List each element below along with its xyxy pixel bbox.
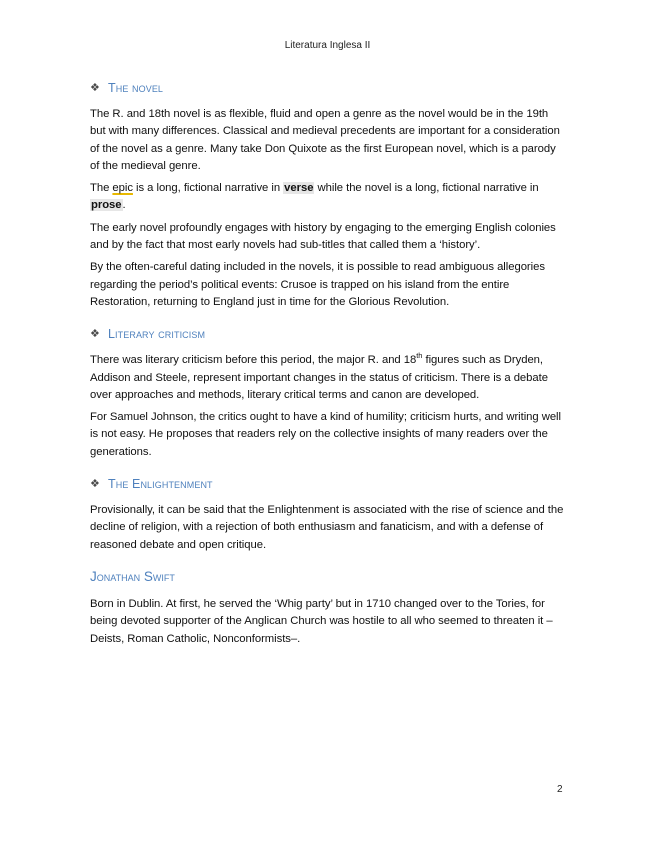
diamond-bullet-icon: ❖ <box>90 328 100 341</box>
paragraph: Provisionally, it can be said that the Enlightenment is associated with the rise of science and the decline of religion, with a rejection of both enthusiasm and fanaticism, and with a defense of reasoned debate and open critique. <box>90 504 564 551</box>
paragraph-epic-definition: The epic is a long, fictional narrative in verse while the novel is a long, fictional narrative in prose. <box>90 182 539 212</box>
paragraph: Born in Dublin. At first, he served the ‘Whig party’ but in 1710 changed over to the Tories, for being devoted supporter of the Anglican Church was hostile to all who seemed to threaten it –Deists, Roman Catholic, Nonconformists–. <box>90 597 553 645</box>
prose-term: prose <box>91 199 122 212</box>
section-heading-literary-criticism <box>90 325 564 342</box>
page-number: 2 <box>557 784 563 795</box>
paragraph: By the often-careful dating included in the novels, it is possible to read ambiguous allegories regarding the period’s political events: Crusoe is trapped on his island from the entire Restoration, returning to England just in time for the Glorious Revolution. <box>90 261 545 308</box>
paragraph: The early novel profoundly engages with history by engaging to the emerging English colonies and by the fact that most early novels had sub-titles that called them a ‘history’. <box>90 221 556 252</box>
section-heading-enlightenment <box>90 475 564 492</box>
paragraph: The R. and 18th novel is as flexible, fluid and open a genre as the novel would be in the 19th but with many differences. Classical and medieval precedents are important for a consideration of the novel as a genre. Many take Don Quixote as the first European novel, which is a parody of the medieval genre. <box>90 108 560 172</box>
section-title: The Enlightenment <box>108 476 213 491</box>
document-body <box>90 79 564 653</box>
page-header: Literatura Inglesa II <box>284 40 371 51</box>
epic-term: epic <box>112 182 133 195</box>
heading-jonathan-swift: Jonathan Swift <box>90 568 175 584</box>
paragraph: There was literary criticism before this period, the major R. and 18th figures such as Dryden, Addison and Steele, represent important changes in the status of criticism. There is a debate over approaches and methods, literary critical terms and canon are developed. <box>90 351 548 401</box>
diamond-bullet-icon: ❖ <box>90 478 100 491</box>
section-title: The novel <box>108 80 164 95</box>
diamond-bullet-icon: ❖ <box>90 82 100 94</box>
section-heading-the-novel <box>90 79 564 96</box>
paragraph: For Samuel Johnson, the critics ought to have a kind of humility; criticism hurts, and writing well is not easy. He proposes that readers rely on the collective insights of many readers over the generations. <box>90 411 561 458</box>
superscript: th <box>416 351 423 361</box>
section-title: Literary criticism <box>108 326 206 341</box>
verse-term: verse <box>284 182 314 195</box>
